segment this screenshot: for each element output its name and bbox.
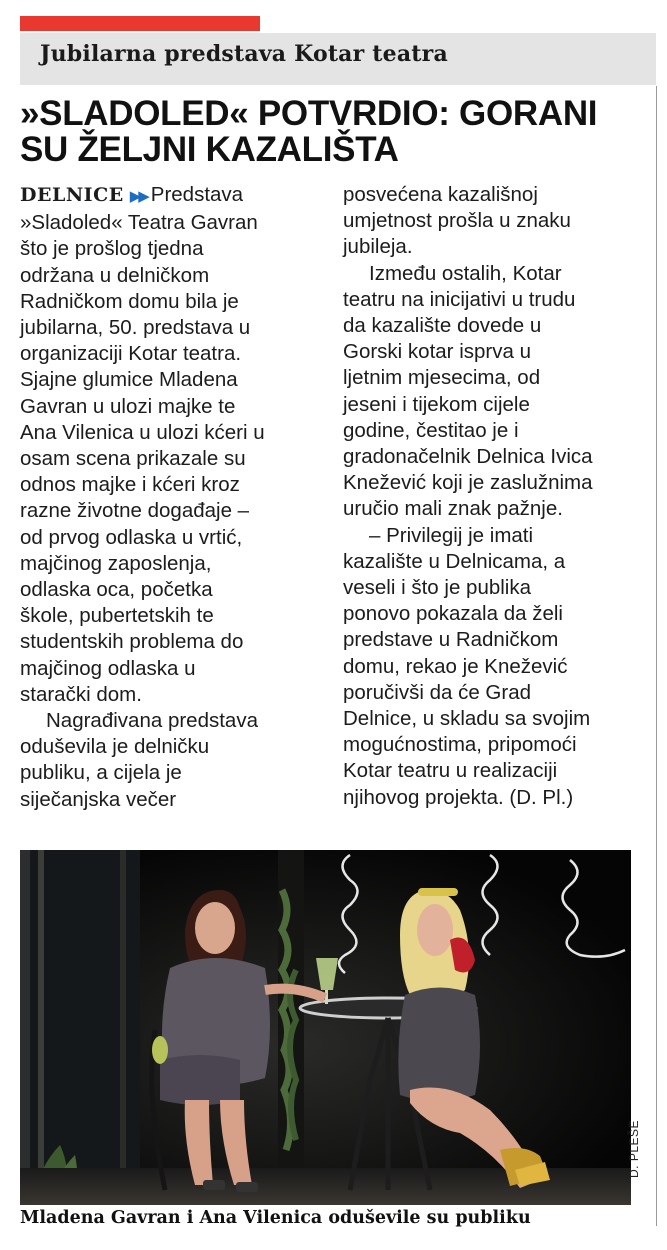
photo-caption: Mladena Gavran i Ana Vilenica oduševile su publiku (20, 1208, 531, 1228)
stage-photo (20, 850, 631, 1205)
dateline: DELNICE (20, 184, 124, 206)
article-line: majčinog odlaska u (20, 656, 196, 680)
article-line: kazalište u Delnicama, a (343, 549, 566, 573)
article-line: poručivši da će Grad (343, 680, 532, 704)
article-text: Predstava (150, 183, 244, 206)
article-line: oduševila je delničku (20, 735, 210, 759)
article-line: umjetnost prošla u znaku (343, 209, 571, 233)
article-column-1 (20, 182, 320, 813)
article-line: Delnice, u skladu sa svojim (343, 707, 591, 731)
article-line: što je prošlog tjedna (20, 237, 204, 261)
article-line: mogućnostima, pripomoći (343, 733, 577, 757)
photo-credit: D. PLEŠE (627, 1119, 641, 1178)
article-line: od prvog odlaska u vrtić, (20, 525, 243, 549)
article-line: održana u delničkom (20, 263, 210, 287)
article-line: teatru na inicijativi u trudu (343, 287, 576, 311)
article-line: Knežević koji je zaslužnima (343, 471, 593, 495)
article-line: da kazalište dovede u (343, 314, 542, 338)
article-line: razne životne događaje – (20, 499, 250, 523)
article-line: uručio mali znak pažnje. (343, 497, 563, 521)
article-line: organizaciji Kotar teatra. (20, 342, 242, 366)
article-line: gradonačelnik Delnica Ivica (343, 445, 593, 469)
column-rule (656, 86, 657, 1226)
article-line: jeseni i tijekom cijele (343, 392, 530, 416)
article-line: Ana Vilenica u ulozi kćeri u (20, 420, 265, 444)
article-line: Između ostalih, Kotar (369, 261, 562, 285)
article-line: majčinog zaposlenja, (20, 551, 212, 575)
headline-line-2: SU ŽELJNI KAZALIŠTA (20, 130, 399, 169)
article-line: studentskih problema do (20, 630, 244, 654)
article-line: Gavran u ulozi majke te (20, 394, 236, 418)
article-line: Gorski kotar isprva u (343, 340, 531, 364)
kicker: Jubilarna predstava Kotar teatra (40, 41, 448, 67)
article-line: škole, pubertetskih te (20, 604, 214, 628)
headline-line-1: »SLADOLED« POTVRDIO: GORANI (20, 94, 598, 133)
article-line: osam scena prikazale su (20, 447, 246, 471)
article-line: posvećena kazališnoj (343, 183, 538, 206)
article-line: jubilarna, 50. predstava u (20, 316, 251, 340)
article-line: Nagrađivana predstava (46, 709, 258, 733)
article-line: njihovog projekta. (D. Pl.) (343, 785, 574, 809)
article-line: Kotar teatru u realizaciji (343, 759, 558, 783)
article-line: domu, rekao je Knežević (343, 654, 568, 678)
article-line: odnos majke i kćeri kroz (20, 473, 240, 497)
article-line (20, 182, 320, 210)
article-line: predstave u Radničkom (343, 628, 559, 652)
stage-scene-illustration (20, 850, 631, 1205)
double-chevron-right-icon: ▶▶ (129, 188, 147, 205)
article-line: publiku, a cijela je (20, 761, 182, 785)
article-line: siječanjska večer (20, 787, 177, 811)
article-line: godine, čestitao je i (343, 418, 519, 442)
article-line: starački dom. (20, 682, 142, 706)
article-line: – Privilegij je imati (369, 523, 534, 547)
article-line: Radničkom domu bila je (20, 289, 239, 313)
article-line: Sjajne glumice Mladena (20, 368, 238, 392)
section-accent-bar (20, 16, 260, 31)
article-column-2 (343, 182, 648, 811)
article-line: jubileja. (343, 235, 413, 259)
article-line: odlaska oca, početka (20, 578, 213, 602)
article-line: veseli i što je publika (343, 576, 532, 600)
article-line: »Sladoled« Teatra Gavran (20, 211, 258, 235)
article-line: ponovo pokazala da želi (343, 602, 563, 626)
article-line: ljetnim mjesecima, od (343, 366, 541, 390)
headline (20, 96, 660, 168)
